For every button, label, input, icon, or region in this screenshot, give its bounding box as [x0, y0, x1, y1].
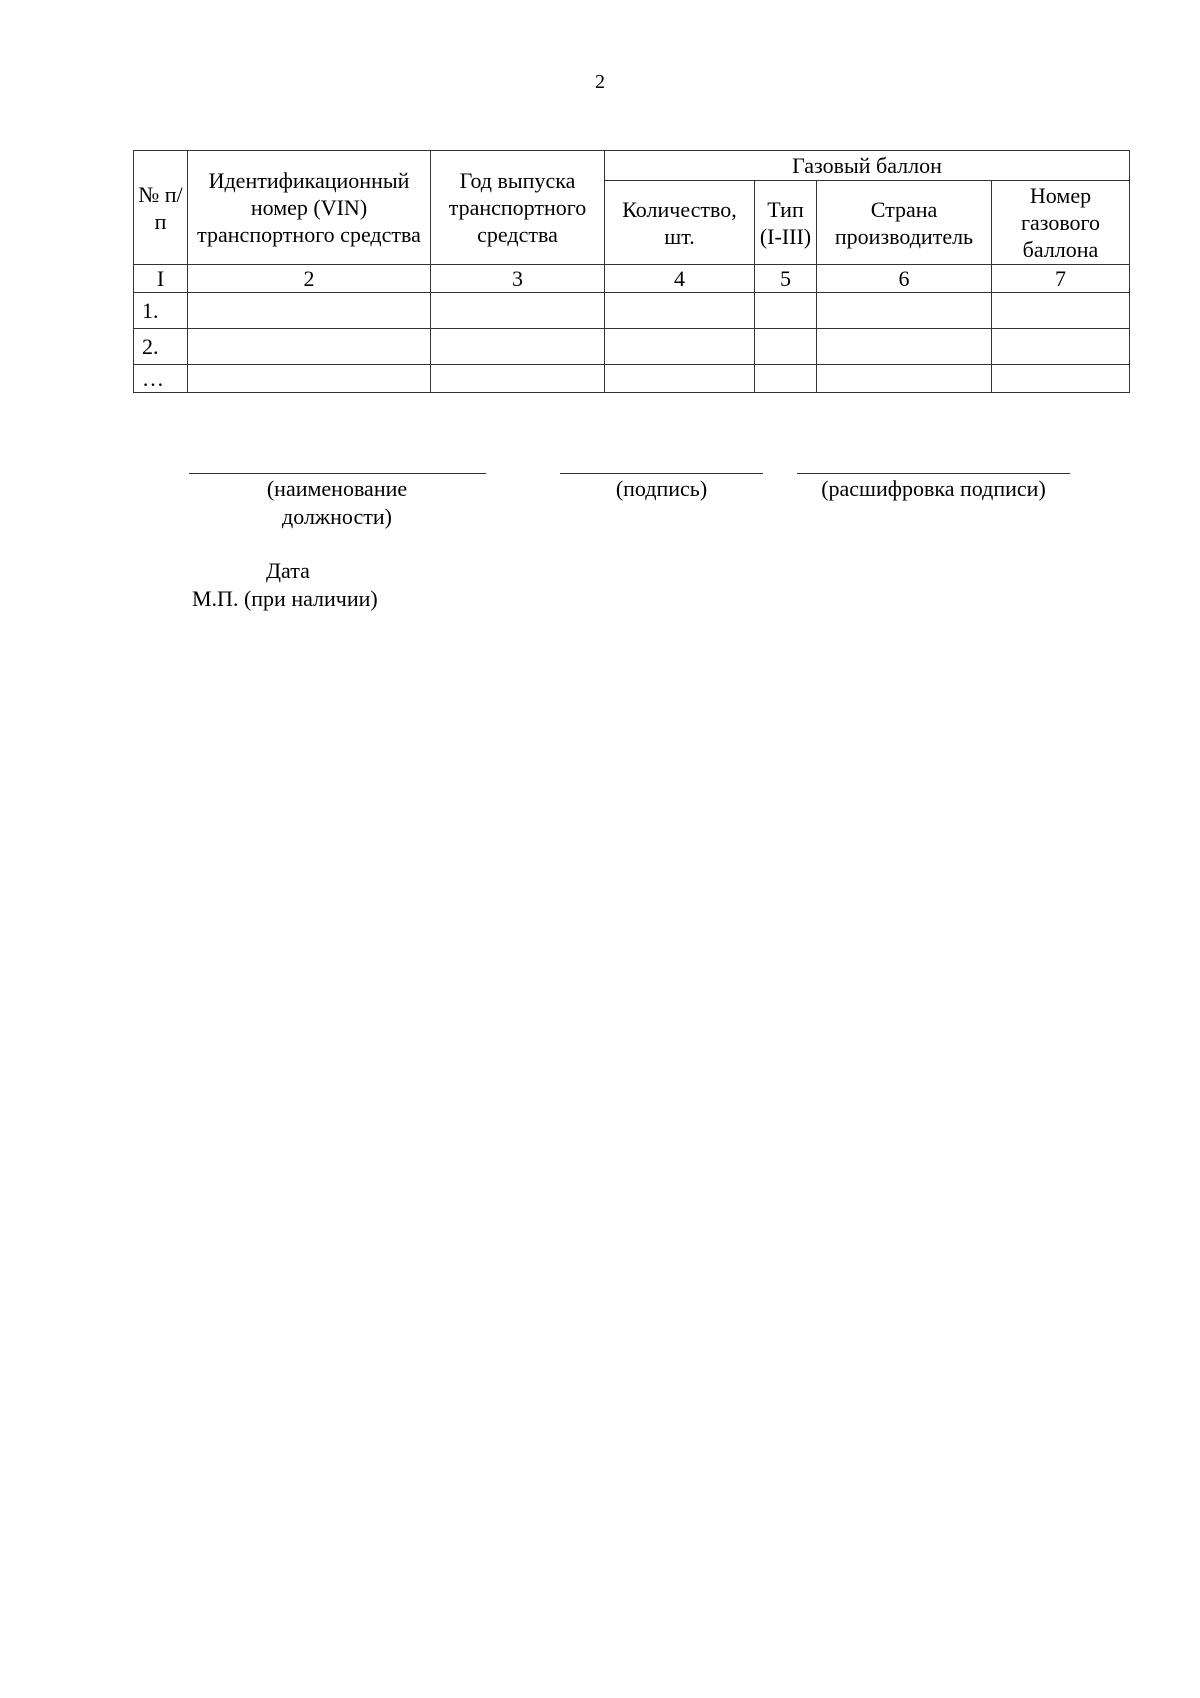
header-type: Тип (I-III): [755, 181, 817, 265]
quantity-cell: [605, 365, 755, 393]
header-country: Страна производитель: [817, 181, 992, 265]
quantity-cell: [605, 329, 755, 365]
position-caption: (наименование должности): [266, 476, 408, 529]
table-row: [134, 365, 1130, 393]
header-cylinder-number: Номер газового баллона: [992, 181, 1130, 265]
row-number-cell: 1.: [134, 293, 188, 329]
country-cell: [817, 329, 992, 365]
signature-caption: (подпись): [615, 476, 708, 501]
header-num: № п/п: [134, 151, 188, 265]
date-label: Дата: [266, 558, 310, 583]
stamp-label: М.П. (при наличии): [192, 586, 378, 611]
vin-cell: [188, 293, 431, 329]
table-row: [134, 293, 1130, 329]
signature-line: [560, 473, 763, 474]
row-number-cell: 2.: [134, 329, 188, 365]
column-numbers-row: [134, 265, 1130, 293]
position-signature-line: [189, 473, 486, 474]
column-number: 2: [188, 265, 431, 293]
cylinder-number-cell: [992, 293, 1130, 329]
header-vin: Идентификационный номер (VIN) транспортного средства: [188, 151, 431, 265]
decoding-signature-line: [797, 473, 1070, 474]
decoding-caption: (расшифровка подписи): [821, 476, 1046, 501]
year-cell: [431, 293, 605, 329]
column-number: 5: [755, 265, 817, 293]
type-cell: [755, 293, 817, 329]
type-cell: [755, 365, 817, 393]
table-row: [134, 329, 1130, 365]
vin-cell: [188, 329, 431, 365]
cylinder-number-cell: [992, 329, 1130, 365]
year-cell: [431, 365, 605, 393]
column-number: 3: [431, 265, 605, 293]
quantity-cell: [605, 293, 755, 329]
column-number: I: [134, 265, 188, 293]
year-cell: [431, 329, 605, 365]
type-cell: [755, 329, 817, 365]
column-number: 7: [992, 265, 1130, 293]
country-cell: [817, 293, 992, 329]
country-cell: [817, 365, 992, 393]
header-quantity: Количество, шт.: [605, 181, 755, 265]
vin-cell: [188, 365, 431, 393]
header-gas-cylinder: Газовый баллон: [605, 151, 1130, 181]
cylinder-number-cell: [992, 365, 1130, 393]
gas-cylinder-table: [133, 150, 1130, 393]
header-year: Год выпуска транспортного средства: [431, 151, 605, 265]
column-number: 4: [605, 265, 755, 293]
row-number-cell: …: [134, 365, 188, 393]
page-number: 2: [595, 71, 605, 93]
column-number: 6: [817, 265, 992, 293]
